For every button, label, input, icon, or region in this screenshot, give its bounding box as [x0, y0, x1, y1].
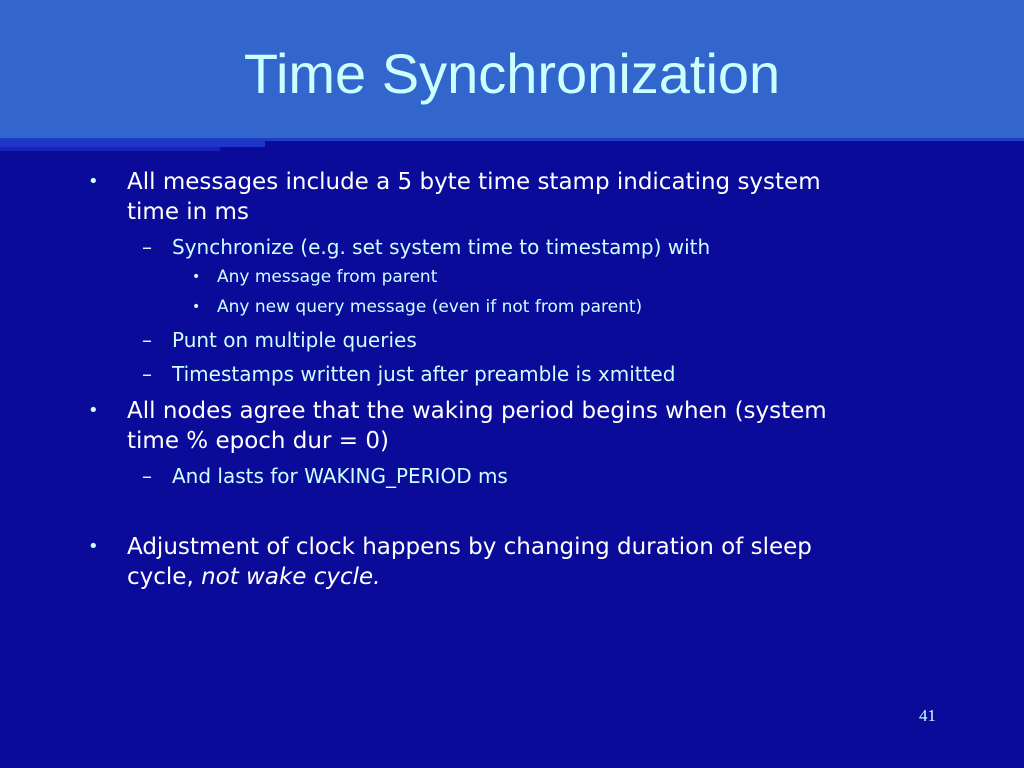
bullet-marker: •	[88, 171, 99, 192]
sub-sub-bullet-marker: •	[192, 269, 201, 285]
slide-title: Time Synchronization	[243, 42, 781, 105]
sub-bullet-marker: –	[142, 464, 152, 488]
bullet-marker: •	[88, 400, 99, 421]
bullet-2-line-2: time % epoch dur = 0)	[127, 428, 389, 454]
bullet-3-emphasis: not wake cycle.	[201, 564, 381, 590]
bullet-1-sub-1-sub-1: Any message from parent	[217, 267, 438, 287]
bullet-1-sub-2: Punt on multiple queries	[172, 328, 417, 352]
sub-bullet-marker: –	[142, 362, 152, 386]
bullet-1-sub-1: Synchronize (e.g. set system time to timestamp) with	[172, 235, 711, 259]
page-number: 41	[919, 706, 936, 725]
sub-bullet-marker: –	[142, 235, 152, 259]
bullet-marker: •	[88, 536, 99, 557]
bullet-1-line-1: All messages include a 5 byte time stamp indicating system	[127, 169, 821, 195]
bullet-1-sub-3: Timestamps written just after preamble is xmitted	[172, 362, 676, 386]
bullet-3-line-2	[127, 562, 927, 592]
bullet-2-line-1: All nodes agree that the waking period begins when (system	[127, 398, 827, 424]
bullet-2-sub-1: And lasts for WAKING_PERIOD ms	[172, 464, 508, 488]
bullet-1-line-2: time in ms	[127, 199, 249, 225]
bullet-3-line-1: Adjustment of clock happens by changing duration of sleep	[127, 534, 812, 560]
sub-bullet-marker: –	[142, 328, 152, 352]
bullet-3-line-2-prefix: cycle,	[127, 564, 202, 590]
sub-sub-bullet-marker: •	[192, 299, 201, 315]
bullet-1-sub-1-sub-2: Any new query message (even if not from parent)	[217, 297, 643, 317]
